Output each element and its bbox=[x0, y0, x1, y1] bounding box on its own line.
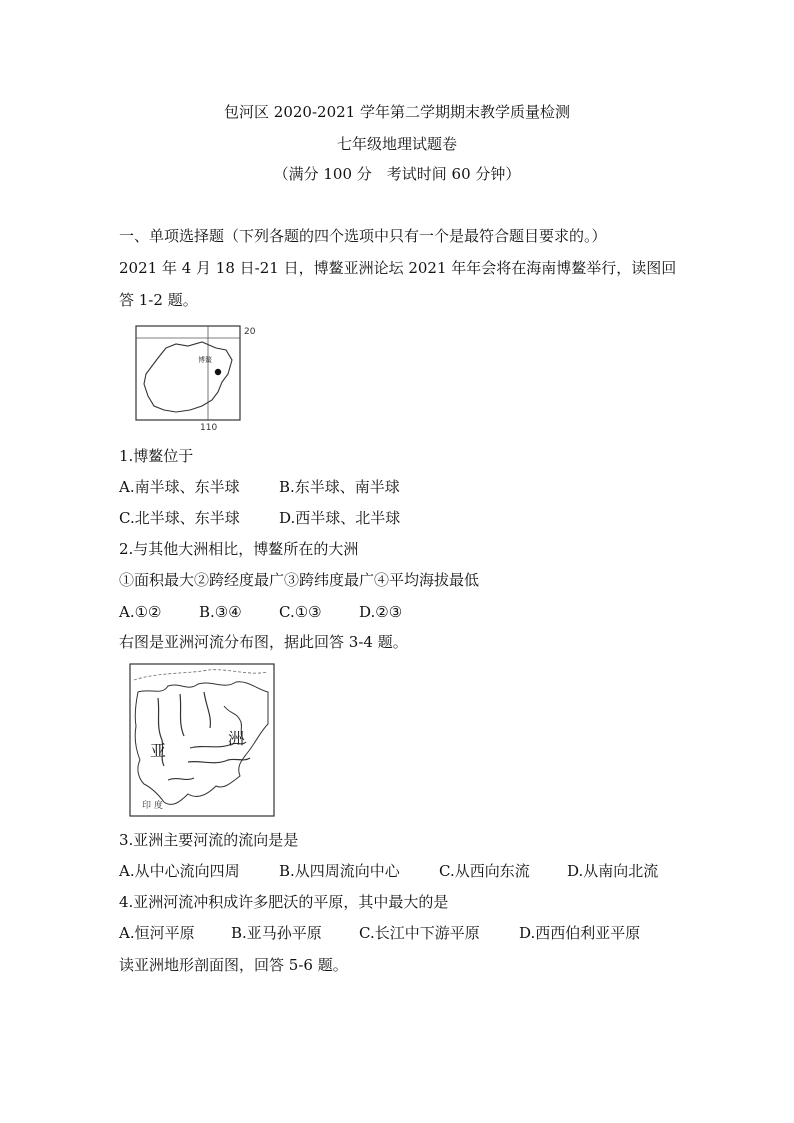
section-heading: 一、单项选择题（下列各题的四个选项中只有一个是最符合题目要求的。） bbox=[119, 227, 607, 245]
q3-stem: 3.亚洲主要河流的流向是是 bbox=[119, 831, 299, 849]
q4-option-c: C.长江中下游平原 bbox=[359, 924, 480, 942]
q1-option-b: B.东半球、南半球 bbox=[279, 478, 400, 496]
q3-option-c: C.从西向东流 bbox=[439, 862, 530, 880]
q1-stem: 1.博鳌位于 bbox=[119, 447, 194, 465]
lat-label: 20 bbox=[244, 327, 256, 337]
q3-options bbox=[119, 861, 658, 881]
q1-option-c: C.北半球、东半球 bbox=[119, 509, 240, 527]
intro-q3-4: 右图是亚洲河流分布图，据此回答 3-4 题。 bbox=[119, 633, 408, 651]
q2-option-a: A.①② bbox=[119, 603, 162, 621]
river-ganges bbox=[168, 778, 194, 780]
q3-option-d: D.从南向北流 bbox=[567, 862, 659, 880]
q1-options-row1 bbox=[119, 477, 400, 497]
q2-stem: 2.与其他大洲相比，博鳌所在的大洲 bbox=[119, 540, 359, 558]
map-frame bbox=[130, 664, 274, 816]
exam-note: （满分 100 分 考试时间 60 分钟） bbox=[273, 165, 521, 183]
q2-options bbox=[119, 602, 402, 622]
label-india: 印 度 bbox=[142, 801, 163, 811]
intro-line-1: 2021 年 4 月 18 日-21 日，博鳌亚洲论坛 2021 年年会将在海南博鳌举行，读图回 bbox=[119, 259, 677, 277]
q2-option-b: B.③④ bbox=[199, 603, 242, 621]
boao-label: 博鳌 bbox=[198, 356, 212, 364]
label-zhou: 洲 bbox=[228, 729, 245, 748]
asia-rivers-map bbox=[128, 662, 278, 820]
q4-options bbox=[119, 923, 640, 943]
q4-stem: 4.亚洲河流冲积成许多肥沃的平原，其中最大的是 bbox=[119, 893, 449, 911]
q2-option-d: D.②③ bbox=[359, 603, 403, 621]
label-ya: 亚 bbox=[150, 741, 167, 760]
intro-q5-6: 读亚洲地形剖面图，回答 5-6 题。 bbox=[119, 956, 348, 974]
lon-label: 110 bbox=[200, 423, 218, 432]
arctic-circle bbox=[134, 670, 268, 680]
q1-options-row2 bbox=[119, 508, 400, 528]
exam-subtitle: 七年级地理试题卷 bbox=[336, 135, 457, 153]
hainan-map bbox=[132, 322, 262, 432]
q1-option-d: D.西半球、北半球 bbox=[279, 509, 401, 527]
q4-option-b: B.亚马孙平原 bbox=[231, 924, 322, 942]
exam-title: 包河区 2020-2021 学年第二学期期末教学质量检测 bbox=[224, 103, 570, 121]
q3-option-a: A.从中心流向四周 bbox=[119, 862, 240, 880]
q4-option-a: A.恒河平原 bbox=[119, 924, 195, 942]
q2-option-c: C.①③ bbox=[279, 603, 322, 621]
river-yenisei bbox=[180, 694, 184, 736]
q2-statements: ①面积最大②跨经度最广③跨纬度最广④平均海拔最低 bbox=[119, 571, 480, 589]
intro-line-2: 答 1-2 题。 bbox=[119, 291, 198, 309]
map-frame bbox=[136, 326, 240, 420]
q4-option-d: D.西西伯利亚平原 bbox=[519, 924, 641, 942]
q1-option-a: A.南半球、东半球 bbox=[119, 478, 240, 496]
river-lena bbox=[204, 692, 210, 728]
q3-option-b: B.从四周流向中心 bbox=[279, 862, 400, 880]
boao-dot bbox=[215, 369, 221, 375]
hainan-outline bbox=[144, 342, 232, 412]
